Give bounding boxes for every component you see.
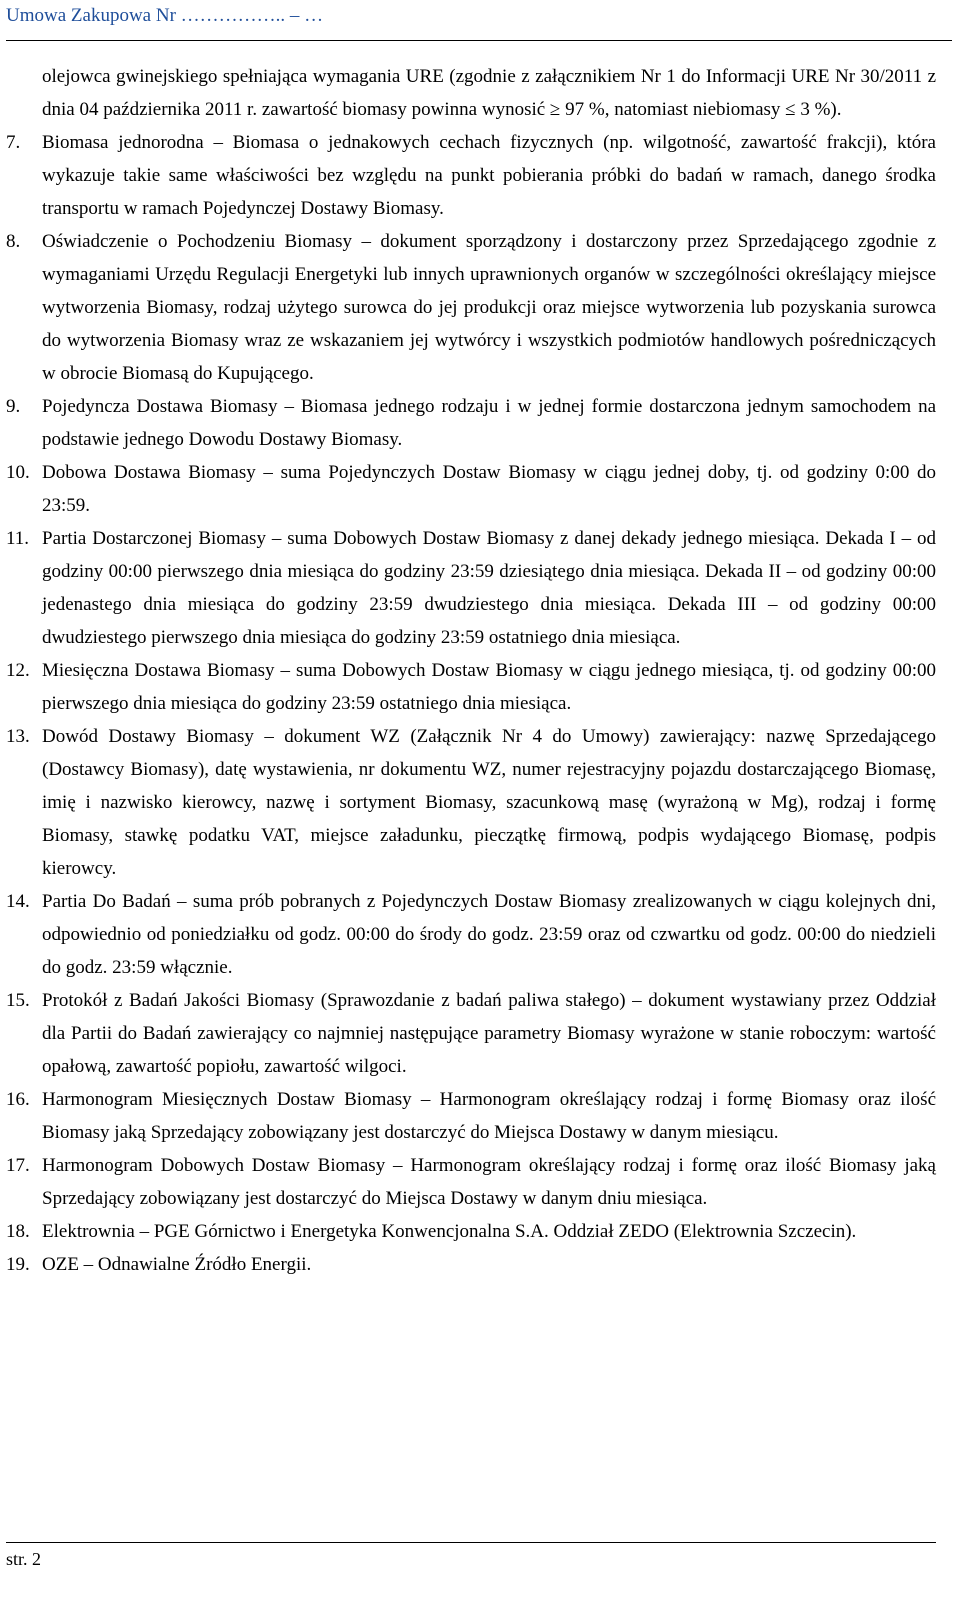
item-text: Miesięczna Dostawa Biomasy – suma Dobowych Dostaw Biomasy w ciągu jednego miesiąca, tj. od godziny 00:00 pierwszego dnia miesiąca do godziny 23:59 ostatniego dnia miesiąca. bbox=[42, 660, 936, 714]
item-number: 10. bbox=[6, 462, 30, 483]
item-text: Oświadczenie o Pochodzeniu Biomasy – dokument sporządzony i dostarczony przez Sprzedającego zgodnie z wymaganiami Urzędu Regulacji Energetyki lub innych uprawnionych organów w szczególności określający miejsce wytworzenia Biomasy, rodzaj użytego surowca do jej produkcji oraz miejsce wytworzenia lub pozyskania surowca do wytworzenia Biomasy wraz ze wskazaniem jej wytwórcy i wszystkich podmiotów handlowych pośredniczących w obrocie Biomasą do Kupującego. bbox=[42, 231, 936, 384]
list-item bbox=[6, 1215, 936, 1248]
list-item bbox=[6, 390, 936, 456]
list-item bbox=[6, 522, 936, 654]
item-number: 16. bbox=[6, 1089, 30, 1110]
item-number: 19. bbox=[6, 1254, 30, 1275]
item-number: 11. bbox=[6, 528, 30, 549]
item-text: Harmonogram Miesięcznych Dostaw Biomasy – Harmonogram określający rodzaj i formę Biomasy oraz ilość Biomasy jaką Sprzedający zobowiązany jest dostarczyć do Miejsca Dostawy w danym miesiącu. bbox=[42, 1089, 936, 1143]
definitions-list bbox=[6, 60, 936, 1281]
item-number: 18. bbox=[6, 1221, 30, 1242]
item-text: Protokół z Badań Jakości Biomasy (Sprawozdanie z badań paliwa stałego) – dokument wystawiany przez Oddział dla Partii do Badań zawierający co najmniej następujące parametry Biomasy wyrażone w stanie roboczym: wartość opałową, zawartość popiołu, zawartość wilgoci. bbox=[42, 990, 936, 1077]
list-item bbox=[6, 984, 936, 1083]
item-number: 7. bbox=[6, 132, 21, 153]
item-number: 15. bbox=[6, 990, 30, 1011]
item-number: 12. bbox=[6, 660, 30, 681]
page-number: str. 2 bbox=[6, 1549, 42, 1569]
item-number: 14. bbox=[6, 891, 30, 912]
item-number: 8. bbox=[6, 231, 21, 252]
item-text: Biomasa jednorodna – Biomasa o jednakowych cechach fizycznych (np. wilgotność, zawartość frakcji), która wykazuje takie same właściwości bez względu na punkt pobierania próbki do badań w ramach, danego środka transportu w ramach Pojedynczej Dostawy Biomasy. bbox=[42, 132, 936, 219]
item-text: Harmonogram Dobowych Dostaw Biomasy – Harmonogram określający rodzaj i formę oraz ilość Biomasy jaką Sprzedający zobowiązany jest dostarczyć do Miejsca Dostawy w danym dniu miesiąca. bbox=[42, 1155, 936, 1209]
item-text: Pojedyncza Dostawa Biomasy – Biomasa jednego rodzaju i w jednej formie dostarczona jednym samochodem na podstawie jednego Dowodu Dostawy Biomasy. bbox=[42, 396, 936, 450]
page-header-title: Umowa Zakupowa Nr …………….. – … bbox=[6, 5, 324, 26]
item-text: OZE – Odnawialne Źródło Energii. bbox=[42, 1254, 312, 1275]
list-item bbox=[6, 1149, 936, 1215]
item-number: 9. bbox=[6, 396, 21, 417]
list-item bbox=[6, 1083, 936, 1149]
item-number: 13. bbox=[6, 726, 30, 747]
item-text: Dobowa Dostawa Biomasy – suma Pojedynczych Dostaw Biomasy w ciągu jednej doby, tj. od godziny 0:00 do 23:59. bbox=[42, 462, 936, 516]
item-text: olejowca gwinejskiego spełniająca wymagania URE (zgodnie z załącznikiem Nr 1 do Informacji URE Nr 30/2011 z dnia 04 października 2011 r. zawartość biomasy powinna wynosić ≥ 97 %, natomiast niebiomasy ≤ 3 %). bbox=[42, 66, 936, 120]
list-item bbox=[6, 126, 936, 225]
item-number: 17. bbox=[6, 1155, 30, 1176]
list-item bbox=[6, 225, 936, 390]
item-text: Dowód Dostawy Biomasy – dokument WZ (Załącznik Nr 4 do Umowy) zawierający: nazwę Sprzedającego (Dostawcy Biomasy), datę wystawienia, nr dokumentu WZ, numer rejestracyjny pojazdu dostarczającego Biomasę, imię i nazwisko kierowcy, nazwę i sortyment Biomasy, szacunkową masę (wyrażoną w Mg), rodzaj i formę Biomasy, stawkę podatku VAT, miejsce załadunku, pieczątkę firmową, podpis wydającego Biomasę, podpis kierowcy. bbox=[42, 726, 936, 879]
list-item bbox=[6, 654, 936, 720]
list-item bbox=[6, 1248, 936, 1281]
item-text: Partia Dostarczonej Biomasy – suma Dobowych Dostaw Biomasy z danej dekady jednego miesiąca. Dekada I – od godziny 00:00 pierwszego dnia miesiąca do godziny 23:59 dziesiątego dnia miesiąca. Dekada II – od godziny 00:00 jedenastego dnia miesiąca do godziny 23:59 dwudziestego dnia miesiąca. Dekada III – od godziny 00:00 dwudziestego pierwszego dnia miesiąca do godziny 23:59 ostatniego dnia miesiąca. bbox=[42, 528, 936, 648]
list-item bbox=[6, 885, 936, 984]
list-item bbox=[6, 720, 936, 885]
footer-divider bbox=[6, 1542, 936, 1543]
header-divider bbox=[6, 40, 952, 41]
item-text: Elektrownia – PGE Górnictwo i Energetyka Konwencjonalna S.A. Oddział ZEDO (Elektrownia Szczecin). bbox=[42, 1221, 857, 1242]
list-item bbox=[6, 456, 936, 522]
item-text: Partia Do Badań – suma prób pobranych z Pojedynczych Dostaw Biomasy zrealizowanych w ciągu kolejnych dni, odpowiednio od poniedziałku od godz. 00:00 do środy do godz. 23:59 oraz od czwartku od godz. 00:00 do niedzieli do godz. 23:59 włącznie. bbox=[42, 891, 936, 978]
list-item bbox=[6, 60, 936, 126]
